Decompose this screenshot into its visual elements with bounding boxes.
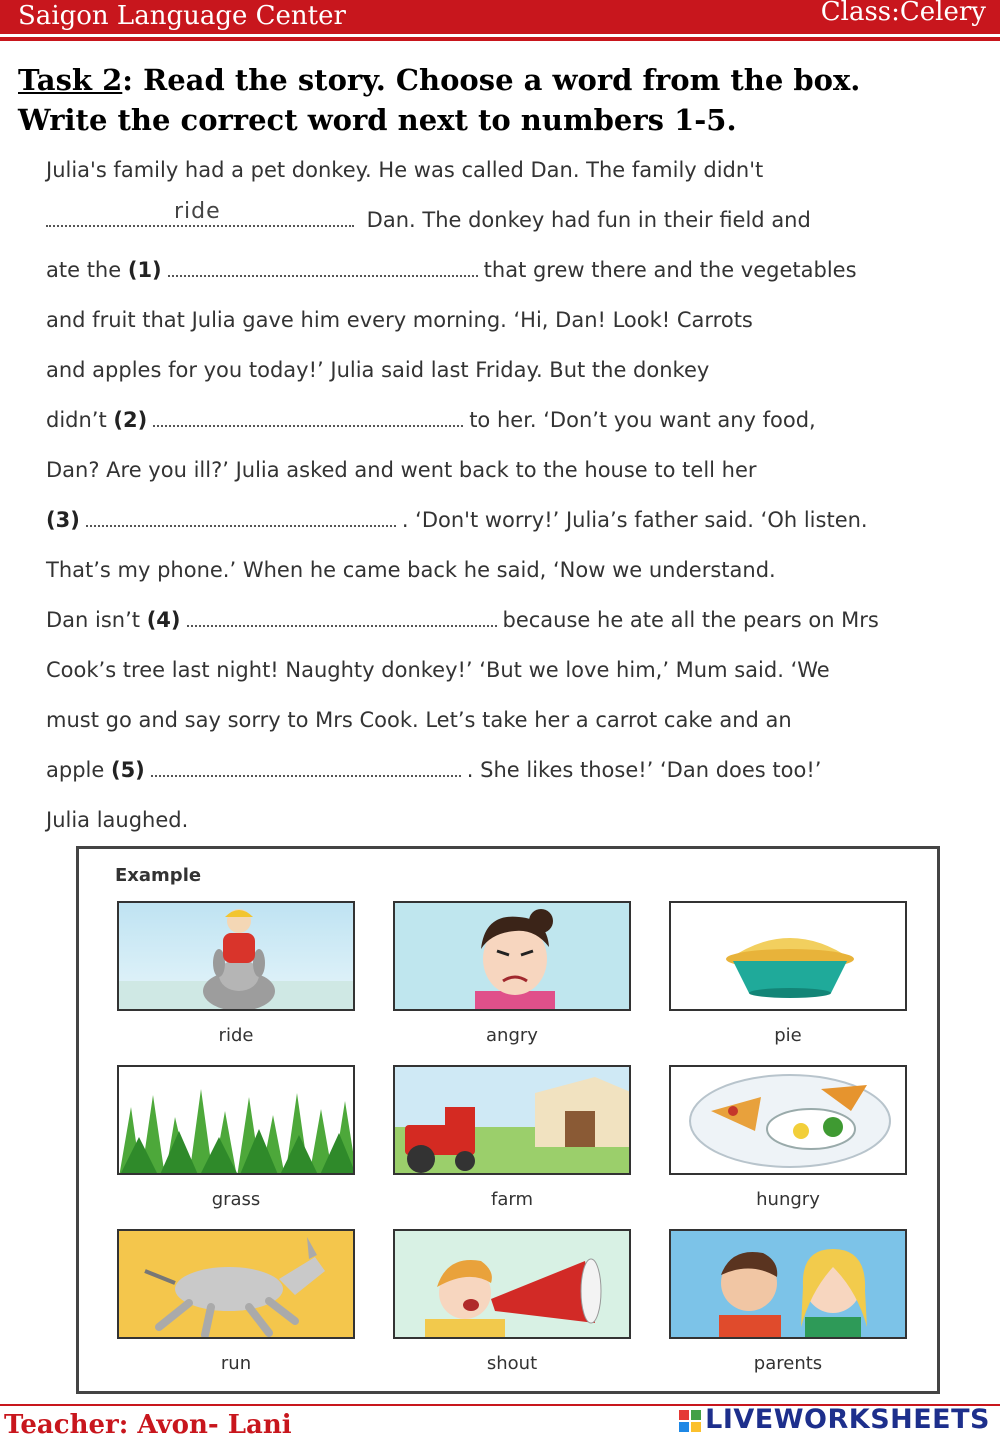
story-line: Cook’s tree last night! Naughty donkey!’ ‘But we love him,’ Mum said. ‘We [46,658,830,682]
story-line: Dan? Are you ill?’ Julia asked and went back to the house to tell her [46,458,757,482]
blank-number-5: (5) [110,758,145,782]
word-shout: shout [486,1353,538,1374]
brand-name: LIVEWORKSHEETS [705,1404,990,1435]
parents-picture [669,1229,907,1339]
blank-number-1: (1) [127,258,162,282]
school-name: Saigon Language Center [18,1,346,31]
pie-picture [669,901,907,1011]
word-box [76,846,940,1394]
parents-icon [671,1231,907,1339]
word-parents: parents [753,1353,823,1374]
run-picture [117,1229,355,1339]
word-grass: grass [211,1189,261,1210]
angry-picture [393,901,631,1011]
story-text [46,145,986,845]
blank-number-3: (3) [46,508,80,532]
girl-shouting-megaphone-icon [395,1231,631,1339]
story-line: ride Dan. The donkey had fun in their field and [46,195,986,245]
food-thought-bubble-icon [671,1067,907,1175]
story-line: ate the (1) that grew there and the vegetables [46,245,986,295]
word-ride: ride [218,1025,254,1046]
task-line1: : Read the story. Choose a word from the box. [122,63,861,97]
ride-picture [117,901,355,1011]
example-label: Example [115,865,202,886]
blank-number-2: (2) [113,408,148,432]
story-line: Julia's family had a pet donkey. He was called Dan. The family didn't [46,158,764,182]
story-line: That’s my phone.’ When he came back he said, ‘Now we understand. [46,558,776,582]
shout-picture [393,1229,631,1339]
story-line: must go and say sorry to Mrs Cook. Let’s take her a carrot cake and an [46,708,792,732]
example-answer-field [46,199,354,227]
girl-riding-donkey-icon [119,903,355,1011]
grass-icon [119,1067,355,1175]
task-line2: Write the correct word next to numbers 1-5. [18,103,737,137]
story-line: Julia laughed. [46,808,189,832]
word-farm: farm [491,1189,533,1210]
word-run: run [220,1353,252,1374]
task-number: Task 2 [18,63,123,97]
hungry-picture [669,1065,907,1175]
answer-field-3[interactable] [86,505,396,527]
word-hungry: hungry [756,1189,820,1210]
angry-woman-icon [395,903,631,1011]
story-line: Dan isn’t (4) because he ate all the pears on Mrs [46,595,986,645]
word-pie: pie [774,1025,802,1046]
header-bar [0,0,1000,34]
liveworksheets-logo-icon [679,1410,701,1432]
task-instructions [18,60,988,140]
grass-picture [117,1065,355,1175]
answer-field-1[interactable] [168,255,478,277]
farm-picture [393,1065,631,1175]
story-line: apple (5) . She likes those!’ ‘Dan does too!’ [46,745,986,795]
brand-logo [679,1404,990,1435]
story-line: and apples for you today!’ Julia said last Friday. But the donkey [46,358,710,382]
answer-field-4[interactable] [187,605,497,627]
farm-icon [395,1067,631,1175]
class-label: Class:Celery [820,0,986,27]
answer-field-2[interactable] [153,405,463,427]
word-angry: angry [486,1025,538,1046]
blank-number-4: (4) [146,608,181,632]
teacher-name: Teacher: Avon- Lani [4,1410,292,1440]
story-line: and fruit that Julia gave him every morning. ‘Hi, Dan! Look! Carrots [46,308,753,332]
story-line: (3) . ‘Don't worry!’ Julia’s father said. ‘Oh listen. [46,495,986,545]
header-divider [0,37,1000,41]
story-line: didn’t (2) to her. ‘Don’t you want any food, [46,395,986,445]
example-answer: ride [174,199,221,224]
running-donkey-icon [119,1231,355,1339]
answer-field-5[interactable] [151,755,461,777]
pie-icon [671,903,907,1011]
